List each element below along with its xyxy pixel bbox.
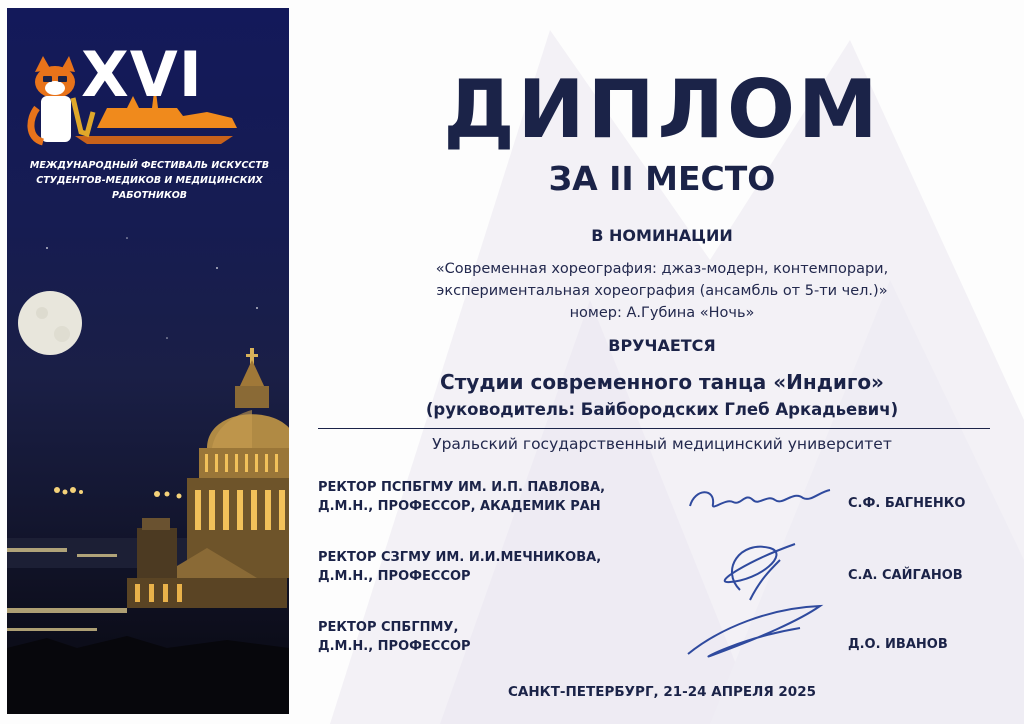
recipient-name: Студии современного танца «Индиго» bbox=[440, 370, 884, 394]
signatory-2-title: РЕКТОР СЗГМУ ИМ. И.И.МЕЧНИКОВА, Д.М.Н., ПРОФЕССОР bbox=[318, 550, 602, 584]
place-award: ЗА II МЕСТО bbox=[548, 159, 776, 198]
signatory-1-name: С.Ф. БАГНЕНКО bbox=[848, 496, 966, 511]
signature-3 bbox=[680, 598, 830, 668]
diploma-title: ДИПЛОМ bbox=[443, 63, 881, 156]
leader-name: (руководитель: Байбородских Глеб Аркадьевич) bbox=[425, 400, 899, 419]
moon-icon bbox=[18, 291, 82, 355]
nomination-label: В НОМИНАЦИИ bbox=[591, 226, 733, 245]
awarded-label: ВРУЧАЕТСЯ bbox=[608, 336, 716, 355]
nomination-text: «Современная хореография: джаз-модерн, контемпорари, экспериментальная хореография (ансамбль от 5-ти чел.)» номер: А.Губина «Ночь» bbox=[435, 261, 889, 321]
festival-artwork-panel bbox=[7, 8, 289, 714]
festival-number: XVI bbox=[81, 38, 203, 111]
divider bbox=[318, 428, 990, 429]
footer-place-date: САНКТ-ПЕТЕРБУРГ, 21-24 АПРЕЛЯ 2025 bbox=[508, 684, 816, 700]
signatory-1-title: РЕКТОР ПСПБГМУ ИМ. И.П. ПАВЛОВА, Д.М.Н., ПРОФЕССОР, АКАДЕМИК РАН bbox=[318, 480, 606, 514]
signature-1 bbox=[685, 478, 835, 518]
signatory-3-title: РЕКТОР СПБГПМУ, Д.М.Н., ПРОФЕССОР bbox=[318, 620, 471, 654]
cathedral-icon bbox=[127, 348, 289, 608]
university-name: Уральский государственный медицинский университет bbox=[432, 435, 892, 453]
festival-name: МЕЖДУНАРОДНЫЙ ФЕСТИВАЛЬ ИСКУССТВ СТУДЕНТОВ-МЕДИКОВ И МЕДИЦИНСКИХ РАБОТНИКОВ bbox=[29, 160, 270, 201]
signatory-2-name: С.А. САЙГАНОВ bbox=[848, 568, 963, 583]
signatory-3-name: Д.О. ИВАНОВ bbox=[848, 637, 948, 652]
night-city-illustration bbox=[7, 8, 289, 714]
